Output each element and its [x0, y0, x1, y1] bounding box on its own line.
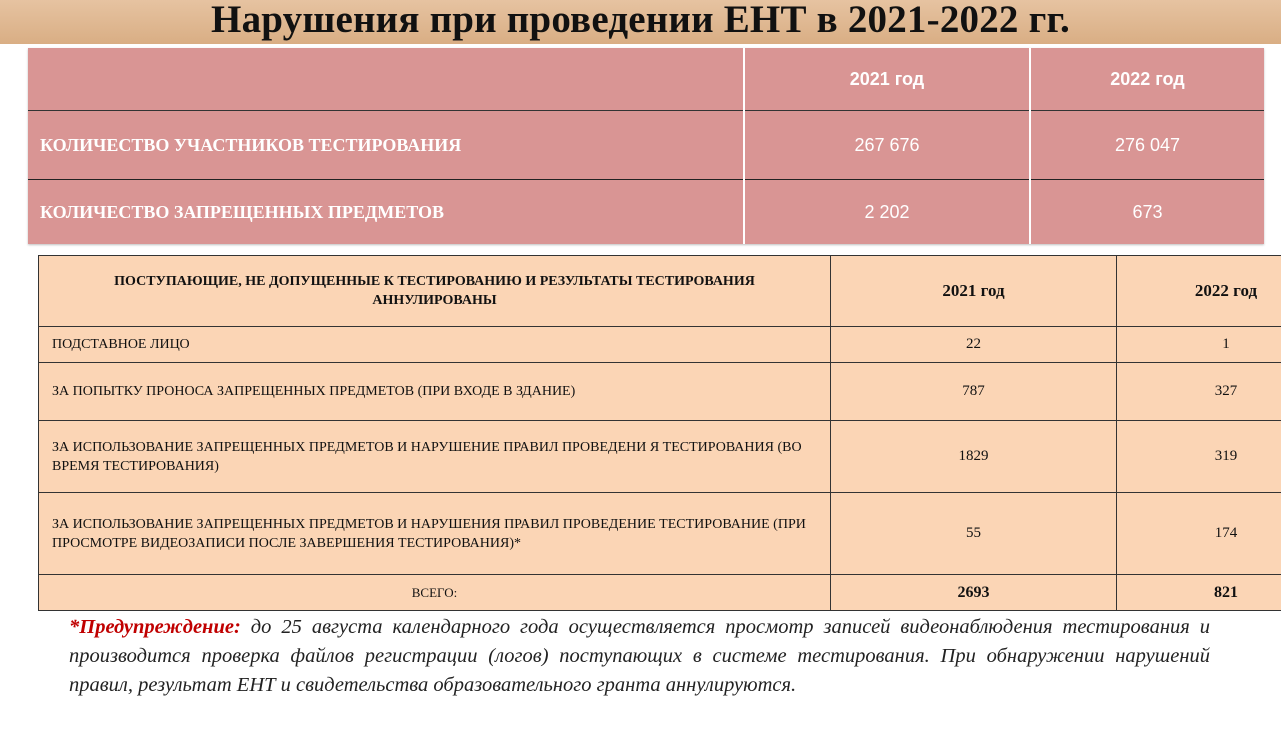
total-2022: 821 — [1117, 575, 1281, 611]
value-2021: 22 — [831, 327, 1117, 363]
total-row — [39, 575, 1281, 611]
total-label: ВСЕГО: — [39, 575, 831, 611]
row-label: КОЛИЧЕСТВО ЗАПРЕЩЕННЫХ ПРЕДМЕТОВ — [28, 180, 744, 245]
value-2021: 55 — [831, 493, 1117, 575]
table-header-row — [28, 48, 1264, 111]
table-row — [39, 363, 1281, 421]
header-cell-empty — [28, 48, 744, 111]
table-row — [39, 493, 1281, 575]
table-row — [28, 180, 1264, 245]
value-2022: 673 — [1030, 180, 1264, 245]
header-cell-2021: 2021 год — [744, 48, 1030, 111]
header-cell-2021: 2021 год — [831, 256, 1117, 327]
value-2021: 1829 — [831, 421, 1117, 493]
violations-table — [38, 255, 1281, 611]
table-row — [39, 421, 1281, 493]
value-2022: 319 — [1117, 421, 1281, 493]
row-label: ЗА ИСПОЛЬЗОВАНИЕ ЗАПРЕЩЕННЫХ ПРЕДМЕТОВ И НАРУШЕНИЯ ПРАВИЛ ПРОВЕДЕНИЕ ТЕСТИРОВАНИЕ (ПРИ ПРОСМОТРЕ ВИДЕОЗАПИСИ ПОСЛЕ ЗАВЕРШЕНИЯ ТЕСТИРОВАНИЯ)* — [39, 493, 831, 575]
value-2022: 1 — [1117, 327, 1281, 363]
row-label: ПОДСТАВНОЕ ЛИЦО — [39, 327, 831, 363]
participants-table — [28, 48, 1264, 244]
value-2022: 276 047 — [1030, 111, 1264, 180]
value-2021: 2 202 — [744, 180, 1030, 245]
value-2021: 267 676 — [744, 111, 1030, 180]
warning-text: до 25 августа календарного года осуществляется просмотр записей видеонаблюдения тестирования и производится проверка файлов регистрации (логов) поступающих в системе тестирования. При обнаружении нарушений правил, результат ЕНТ и свидетельства образовательного гранта аннулируются. — [69, 616, 1210, 696]
table-row — [28, 111, 1264, 180]
row-label: КОЛИЧЕСТВО УЧАСТНИКОВ ТЕСТИРОВАНИЯ — [28, 111, 744, 180]
warning-note — [69, 613, 1210, 700]
warning-label: *Предупреждение: — [69, 616, 241, 638]
row-label: ЗА ИСПОЛЬЗОВАНИЕ ЗАПРЕЩЕННЫХ ПРЕДМЕТОВ И НАРУШЕНИЕ ПРАВИЛ ПРОВЕДЕНИ Я ТЕСТИРОВАНИЯ (ВО ВРЕМЯ ТЕСТИРОВАНИЯ) — [39, 421, 831, 493]
page-title: Нарушения при проведении ЕНТ в 2021-2022 гг. — [211, 0, 1070, 41]
value-2022: 174 — [1117, 493, 1281, 575]
table-row — [39, 327, 1281, 363]
total-2021: 2693 — [831, 575, 1117, 611]
header-cell-category: ПОСТУПАЮЩИЕ, НЕ ДОПУЩЕННЫЕ К ТЕСТИРОВАНИЮ И РЕЗУЛЬТАТЫ ТЕСТИРОВАНИЯ АННУЛИРОВАНЫ — [39, 256, 831, 327]
value-2021: 787 — [831, 363, 1117, 421]
header-cell-2022: 2022 год — [1117, 256, 1281, 327]
header-cell-2022: 2022 год — [1030, 48, 1264, 111]
table-header-row — [39, 256, 1281, 327]
value-2022: 327 — [1117, 363, 1281, 421]
row-label: ЗА ПОПЫТКУ ПРОНОСА ЗАПРЕЩЕННЫХ ПРЕДМЕТОВ (ПРИ ВХОДЕ В ЗДАНИЕ) — [39, 363, 831, 421]
